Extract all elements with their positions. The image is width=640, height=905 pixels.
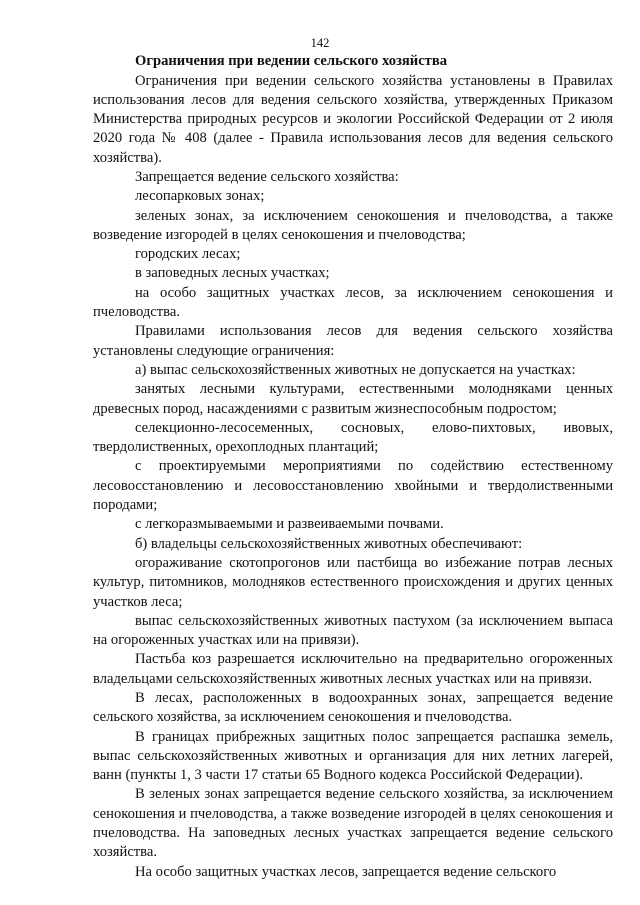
list-item: лесопарковых зонах; bbox=[135, 188, 265, 205]
list-item: с проектируемыми мероприятиями по содействию естественному лесовосстановлению и лесовосстановлению хвойными и твердолиственными породами; bbox=[93, 458, 613, 514]
list-item: занятых лесными культурами, естественными молодняками ценных древесных пород, насаждениями с развитым жизнеспособным подростом; bbox=[93, 381, 613, 417]
paragraph: Пастьба коз разрешается исключительно на предварительно огороженных владельцами сельскохозяйственных животных лесных участках или на привязи. bbox=[93, 651, 613, 687]
list-item: на особо защитных участках лесов, за исключением сенокошения и пчеловодства. bbox=[93, 284, 613, 321]
paragraph: В границах прибрежных защитных полос запрещается распашка земель, выпас сельскохозяйственных животных и организация для них летних лагерей, ванн (пункты 1, 3 части 17 статьи 65 Водного кодекса Российской Федерации). bbox=[93, 728, 613, 784]
list-item: в заповедных лесных участках; bbox=[135, 265, 330, 282]
paragraph: На особо защитных участках лесов, запрещается ведение сельского bbox=[135, 863, 557, 880]
list-item: зеленых зонах, за исключением сенокошения и пчеловодства, а также возведение изгородей в целях сенокошения и пчеловодства; bbox=[93, 207, 613, 243]
list-item: селекционно-лесосеменных, сосновых, елово-пихтовых, ивовых, твердолиственных, орехоплодных плантаций; bbox=[93, 419, 613, 456]
subsection-heading: а) выпас сельскохозяйственных животных не допускается на участках: bbox=[135, 361, 576, 378]
list-item: огораживание скотопрогонов или пастбища во избежание потрав лесных культур, питомников, молодняков естественного происхождения и других ценных участков леса; bbox=[93, 554, 613, 610]
list-item: выпас сельскохозяйственных животных пастухом (за исключением выпаса на огороженных участках или на привязи). bbox=[93, 612, 613, 649]
paragraph: В зеленых зонах запрещается ведение сельского хозяйства, за исключением сенокошения и пчеловодства, а также возведение изгородей в целях сенокошения и пчеловодства. На заповедных лесных участках запрещается ведение сельского хозяйства. bbox=[93, 786, 613, 861]
list-item: с легкоразмываемыми и развеиваемыми почвами. bbox=[135, 516, 444, 533]
subsection-heading: б) владельцы сельскохозяйственных животных обеспечивают: bbox=[135, 535, 523, 552]
paragraph: Правилами использования лесов для ведения сельского хозяйства установлены следующие ограничения: bbox=[93, 323, 613, 359]
section-title: Ограничения при ведении сельского хозяйства bbox=[135, 53, 448, 69]
paragraph: Запрещается ведение сельского хозяйства: bbox=[135, 168, 399, 185]
paragraph: В лесах, расположенных в водоохранных зонах, запрещается ведение сельского хозяйства, за исключением сенокошения и пчеловодства. bbox=[93, 690, 613, 726]
list-item: городских лесах; bbox=[135, 246, 241, 263]
page-number: 142 bbox=[310, 36, 330, 50]
document-body bbox=[93, 52, 613, 882]
paragraph: Ограничения при ведении сельского хозяйства установлены в Правилах использования лесов для ведения сельского хозяйства, утвержденных Приказом Министерства природных ресурсов и экологии Российской Федерации от 2 июля 2020 года № 408 (далее - Правила использования лесов для ведения сельского хозяйства). bbox=[93, 72, 613, 166]
